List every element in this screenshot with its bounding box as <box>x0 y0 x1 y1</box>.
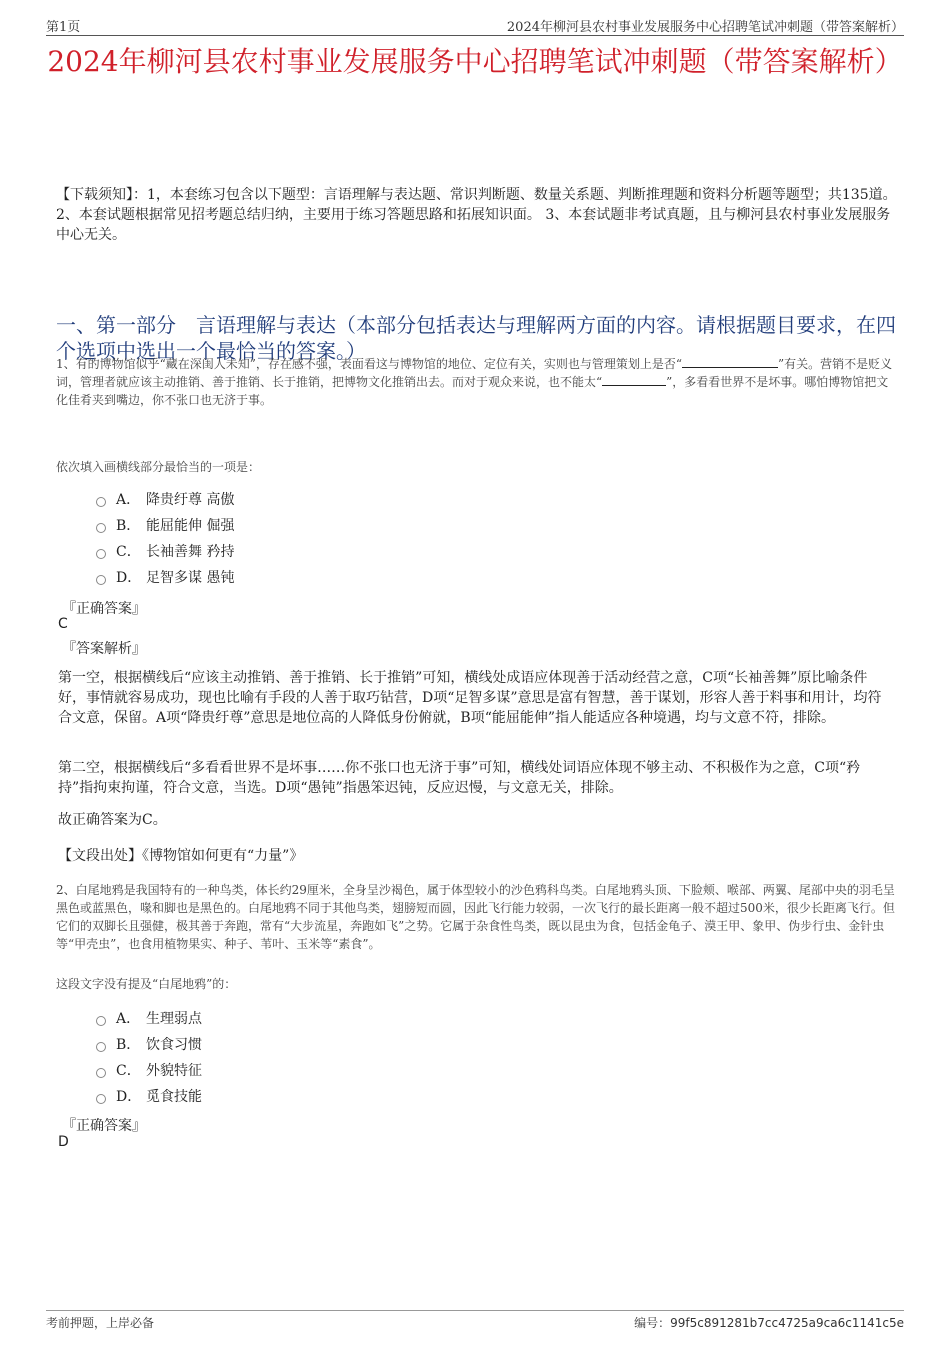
q1-answer-label: 『正确答案』 <box>62 601 146 617</box>
footer-divider <box>46 1310 904 1311</box>
footer-code: 编号：99f5c891281b7cc4725a9ca6c1141c5e <box>634 1316 904 1330</box>
radio-icon[interactable] <box>96 1042 106 1052</box>
radio-icon[interactable] <box>96 1068 106 1078</box>
header-divider <box>46 35 904 36</box>
q1-source: 【文段出处】《博物馆如何更有“力量”》 <box>58 848 304 864</box>
page-header <box>46 16 904 34</box>
radio-icon[interactable] <box>96 497 106 507</box>
q2-option-b[interactable]: B． 饮食习惯 <box>96 1035 202 1055</box>
header-doc-title: 2024年柳河县农村事业发展服务中心招聘笔试冲刺题（带答案解析） <box>506 20 904 35</box>
blank-1 <box>682 356 778 368</box>
q1-analysis-paragraph-2: 第二空，根据横线后“多看看世界不是坏事……你不张口也无济于事”可知，横线处词语应体现不够主动、不积极作为之意，C项“矜持”指拘束拘谨，符合文意，当选。D项“愚钝”指愚笨迟钝，反应迟慢，与文意无关，排除。 <box>58 760 861 796</box>
question-1-prompt: 依次填入画横线部分最恰当的一项是： <box>56 460 261 474</box>
section-heading: 一、第一部分 言语理解与表达（本部分包括表达与理解两方面的内容。请根据题目要求，在四个选项中选出一个最恰当的答案。） <box>56 313 896 363</box>
radio-icon[interactable] <box>96 549 106 559</box>
q2-option-a[interactable]: A． 生理弱点 <box>96 1009 202 1029</box>
radio-icon[interactable] <box>96 1016 106 1026</box>
q1-analysis-paragraph-1: 第一空，根据横线后“应该主动推销、善于推销、长于推销”可知，横线处成语应体现善于活动经营之意，C项“长袖善舞”原比喻条件好，事情就容易成功，现也比喻有手段的人善于取巧钻营，D项“足智多谋”意思是富有智慧，善于谋划，形容人善于料事和用计，均符合文意，保留。A项“降贵纡尊”意思是地位高的人降低身份俯就，B项“能屈能伸”指人能适应各种境遇，均与文意不符，排除。 <box>58 670 882 726</box>
document-title: 2024年柳河县农村事业发展服务中心招聘笔试冲刺题（带答案解析） <box>47 45 903 78</box>
q2-answer: D <box>58 1134 69 1150</box>
q1-option-a[interactable]: A． 降贵纡尊 高傲 <box>96 490 234 510</box>
radio-icon[interactable] <box>96 575 106 585</box>
q2-option-d[interactable]: D． 觅食技能 <box>96 1087 202 1107</box>
q2-option-c[interactable]: C． 外貌特征 <box>96 1061 202 1081</box>
footer-slogan: 考前押题，上岸必备 <box>46 1316 155 1330</box>
q1-option-c[interactable]: C． 长袖善舞 矜持 <box>96 542 234 562</box>
q1-option-d[interactable]: D． 足智多谋 愚钝 <box>96 568 234 588</box>
blank-2 <box>602 374 666 386</box>
download-notice: 【下载须知】：1，本套练习包含以下题型：言语理解与表达题、常识判断题、数量关系题、判断推理题和资料分析题等题型；共135道。 2、本套试题根据常见招考题总结归纳，主要用于练习答题思路和拓展知识面。 3、本套试题非考试真题，且与柳河县农村事业发展服务中心无关。 <box>56 187 897 243</box>
radio-icon[interactable] <box>96 523 106 533</box>
q2-answer-label: 『正确答案』 <box>62 1118 146 1134</box>
q1-option-b[interactable]: B． 能屈能伸 倔强 <box>96 516 234 536</box>
question-1-stem: 1、有的博物馆似乎“藏在深闺人未知”，存在感不强，表面看这与博物馆的地位、定位有关，实则也与管理策划上是否“ ”有关。营销不是贬义词，管理者就应该主动推销、善于推销、长于推销，把博物文化推销出去。而对于观众来说，也不能太“ ”，多看看世界不是坏事。哪怕博物馆把文化佳肴夹到嘴边，你不张口也无济于事。 <box>56 357 893 407</box>
radio-icon[interactable] <box>96 1094 106 1104</box>
q1-conclusion: 故正确答案为C。 <box>58 812 167 828</box>
page-number: 第1页 <box>46 20 81 35</box>
question-2-prompt: 这段文字没有提及“白尾地鸦”的： <box>56 977 237 991</box>
q1-analysis-label: 『答案解析』 <box>62 641 146 657</box>
question-2-stem: 2、白尾地鸦是我国特有的一种鸟类，体长约29厘米，全身呈沙褐色，属于体型较小的沙色鸦科鸟类。白尾地鸦头顶、下脸颊、喉部、两翼、尾部中央的羽毛呈黑色或蓝黑色，喙和脚也是黑色的。白尾地鸦不同于其他鸟类，翅膀短而圆，因此飞行能力较弱，一次飞行的最长距离一般不超过500米，很少长距离飞行。但它们的双脚长且强健，极其善于奔跑，常有“大步流星，奔跑如飞”之势。它属于杂食性鸟类，既以昆虫为食，包括金龟子、漠王甲、象甲、伪步行虫、金针虫等“甲壳虫”，也食用植物果实、种子、苇叶、玉米等“素食”。 <box>56 883 895 951</box>
q1-answer: C <box>58 616 68 632</box>
